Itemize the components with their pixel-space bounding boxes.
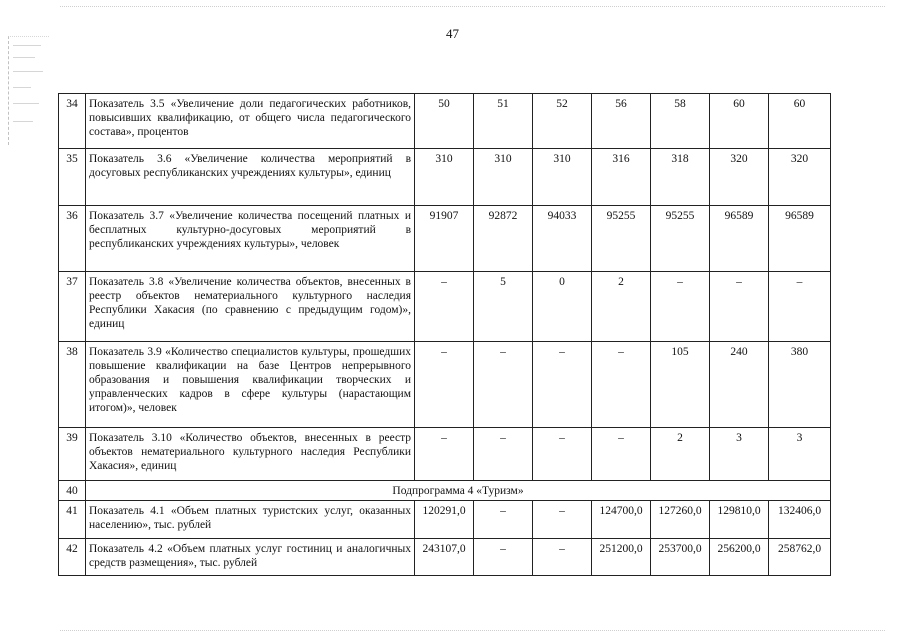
table-row	[59, 206, 831, 272]
margin-stamp	[8, 36, 49, 145]
value-cell: –	[415, 342, 474, 428]
value-cell: 310	[533, 149, 592, 206]
indicator-name: Показатель 3.5 «Увеличение доли педагогических работников, повысивших квалификацию, от общего числа педагогического состава», процентов	[86, 94, 415, 149]
value-cell: –	[769, 272, 831, 342]
value-cell: 95255	[651, 206, 710, 272]
indicator-name: Показатель 4.1 «Объем платных туристских услуг, оказанных населению», тыс. рублей	[86, 501, 415, 539]
value-cell: –	[474, 501, 533, 539]
value-cell: 240	[710, 342, 769, 428]
scan-artifact-top	[60, 6, 885, 7]
value-cell: 92872	[474, 206, 533, 272]
value-cell: 3	[769, 428, 831, 481]
table-row	[59, 272, 831, 342]
value-cell: 129810,0	[710, 501, 769, 539]
scan-artifact-bottom	[60, 630, 885, 631]
value-cell: 380	[769, 342, 831, 428]
value-cell: 60	[710, 94, 769, 149]
value-cell: 51	[474, 94, 533, 149]
indicator-name: Показатель 3.9 «Количество специалистов культуры, прошедших повышение квалификации на базе Центров непрерывного образования и повышения квалификации творческих и управленческих кадров в сфере культуры (нарастающим итогом)», человек	[86, 342, 415, 428]
value-cell: 2	[651, 428, 710, 481]
table-row	[59, 428, 831, 481]
value-cell: –	[533, 501, 592, 539]
value-cell: 320	[769, 149, 831, 206]
value-cell: 56	[592, 94, 651, 149]
value-cell: 96589	[710, 206, 769, 272]
value-cell: 316	[592, 149, 651, 206]
value-cell: 320	[710, 149, 769, 206]
row-number: 39	[59, 428, 86, 481]
value-cell: 253700,0	[651, 539, 710, 576]
value-cell: 0	[533, 272, 592, 342]
indicator-name: Показатель 3.8 «Увеличение количества объектов, внесенных в реестр объектов нематериального культурного наследия Республики Хакасия (по сравнению с предыдущим годом)», единиц	[86, 272, 415, 342]
value-cell: 5	[474, 272, 533, 342]
value-cell: 60	[769, 94, 831, 149]
table-row	[59, 149, 831, 206]
value-cell: 120291,0	[415, 501, 474, 539]
row-number: 40	[59, 481, 86, 501]
value-cell: 310	[415, 149, 474, 206]
value-cell: –	[474, 539, 533, 576]
value-cell: 127260,0	[651, 501, 710, 539]
row-number: 35	[59, 149, 86, 206]
value-cell: 256200,0	[710, 539, 769, 576]
value-cell: 52	[533, 94, 592, 149]
value-cell: 105	[651, 342, 710, 428]
value-cell: 243107,0	[415, 539, 474, 576]
indicator-name: Показатель 4.2 «Объем платных услуг гостиниц и аналогичных средств размещения», тыс. рублей	[86, 539, 415, 576]
value-cell: –	[651, 272, 710, 342]
value-cell: 318	[651, 149, 710, 206]
value-cell: –	[474, 428, 533, 481]
value-cell: 91907	[415, 206, 474, 272]
value-cell: 94033	[533, 206, 592, 272]
value-cell: 95255	[592, 206, 651, 272]
indicator-name: Показатель 3.7 «Увеличение количества посещений платных и бесплатных культурно-досуговых мероприятий в республиканских учреждениях культуры», человек	[86, 206, 415, 272]
value-cell: –	[533, 539, 592, 576]
section-row	[59, 481, 831, 501]
value-cell: 58	[651, 94, 710, 149]
value-cell: 258762,0	[769, 539, 831, 576]
row-number: 36	[59, 206, 86, 272]
value-cell: 132406,0	[769, 501, 831, 539]
row-number: 41	[59, 501, 86, 539]
value-cell: 310	[474, 149, 533, 206]
row-number: 37	[59, 272, 86, 342]
row-number: 38	[59, 342, 86, 428]
table-row	[59, 94, 831, 149]
value-cell: 96589	[769, 206, 831, 272]
value-cell: –	[592, 342, 651, 428]
value-cell: –	[533, 342, 592, 428]
value-cell: 251200,0	[592, 539, 651, 576]
value-cell: –	[533, 428, 592, 481]
indicator-name: Показатель 3.10 «Количество объектов, внесенных в реестр объектов нематериального культурного наследия Республики Хакасия», единиц	[86, 428, 415, 481]
table-row	[59, 501, 831, 539]
value-cell: –	[592, 428, 651, 481]
table-row	[59, 342, 831, 428]
value-cell: 2	[592, 272, 651, 342]
row-number: 34	[59, 94, 86, 149]
indicators-table	[58, 93, 831, 576]
row-number: 42	[59, 539, 86, 576]
value-cell: –	[710, 272, 769, 342]
value-cell: 3	[710, 428, 769, 481]
page-number: 47	[446, 26, 459, 41]
indicator-name: Показатель 3.6 «Увеличение количества мероприятий в досуговых республиканских учреждениях культуры», единиц	[86, 149, 415, 206]
value-cell: –	[474, 342, 533, 428]
table-row	[59, 539, 831, 576]
value-cell: –	[415, 272, 474, 342]
value-cell: 124700,0	[592, 501, 651, 539]
value-cell: –	[415, 428, 474, 481]
subprogram-title: Подпрограмма 4 «Туризм»	[86, 481, 831, 501]
value-cell: 50	[415, 94, 474, 149]
